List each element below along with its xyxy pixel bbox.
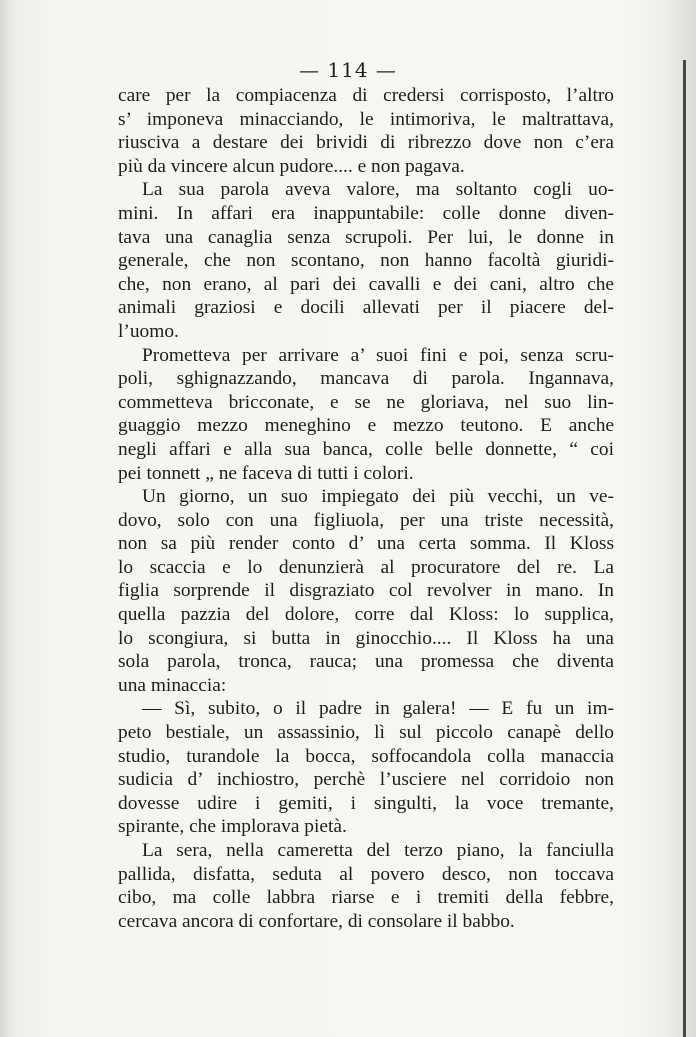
text-line: Prometteva per arrivare a’ suoi fini e poi, senza scru- <box>142 344 614 366</box>
text-line: peto bestiale, un assassinio, lì sul piccolo canapè dello <box>118 722 614 744</box>
page-binding-edge <box>683 60 686 1037</box>
text-line: spirante, che implorava pietà. <box>118 816 347 838</box>
text-line: studio, turandole la bocca, soffocandola colla manaccia <box>118 745 614 767</box>
text-line: generale, che non scontano, non hanno facoltà giuridi- <box>118 250 614 272</box>
text-line: s’ imponeva minacciando, le intimoriva, le maltrattava, <box>118 108 614 130</box>
text-line: riusciva a destare dei brividi di ribrezzo dove non c’era <box>118 132 614 154</box>
text-line: dovo, solo con una figliuola, per una triste necessità, <box>118 509 614 531</box>
text-line: cibo, ma colle labbra riarse e i tremiti della febbre, <box>118 887 614 909</box>
text-line: Un giorno, un suo impiegato dei più vecchi, un ve- <box>142 486 614 508</box>
text-line: pallida, disfatta, seduta al povero desco, non toccava <box>118 863 614 885</box>
text-line: negli affari e alla sua banca, colle belle donnette, “ coi <box>118 438 614 460</box>
text-line: care per la compiacenza di credersi corrisposto, l’altro <box>118 85 614 106</box>
text-line: mini. In affari era inappuntabile: colle donne diven- <box>118 202 614 224</box>
text-line: commetteva bricconate, e se ne gloriava, nel suo lin- <box>118 391 614 413</box>
text-line: lo scaccia e lo denunzierà al procuratore del re. La <box>118 556 614 578</box>
text-line: poli, sghignazzando, mancava di parola. Ingannava, <box>118 368 614 390</box>
text-line: una minaccia: <box>118 674 227 696</box>
page-number: — 114 — <box>299 58 397 82</box>
text-line: La sera, nella cameretta del terzo piano, la fanciulla <box>142 840 614 861</box>
text-line: guaggio mezzo meneghino e mezzo teutono. E anche <box>118 415 614 437</box>
text-line: sola parola, tronca, rauca; una promessa che diventa <box>118 651 614 673</box>
text-line: non sa più render conto d’ una certa somma. Il Kloss <box>118 533 614 555</box>
text-line: quella pazzia del dolore, corre dal Kloss: lo supplica, <box>118 604 614 626</box>
page-left-edge-shadow <box>0 0 14 1037</box>
body-text <box>118 84 614 933</box>
text-line: — Sì, subito, o il padre in galera! — E fu un im- <box>142 698 614 720</box>
text-line: animali graziosi e docili allevati per il piacere del- <box>118 297 614 319</box>
text-line: pei tonnett „ ne faceva di tutti i colori. <box>118 462 414 484</box>
text-line: più da vincere alcun pudore.... e non pagava. <box>118 155 465 177</box>
text-line: cercava ancora di confortare, di consolare il babbo. <box>118 910 515 932</box>
text-line: lo scongiura, si butta in ginocchio.... Il Kloss ha una <box>118 627 614 649</box>
text-line: La sua parola aveva valore, ma soltanto cogli uo- <box>142 179 614 201</box>
text-line: tava una canaglia senza scrupoli. Per lui, le donne in <box>118 226 614 248</box>
text-line: figlia sorprende il disgraziato col revolver in mano. In <box>118 580 614 602</box>
text-line: che, non erano, al pari dei cavalli e dei cani, altro che <box>118 273 614 295</box>
page-right-edge-shadow <box>666 0 696 1037</box>
text-line: dovesse udire i gemiti, i singulti, la voce tremante, <box>118 792 614 814</box>
text-line: sudicia d’ inchiostro, perchè l’usciere nel corridoio non <box>118 769 614 791</box>
text-line: l’uomo. <box>118 320 179 342</box>
